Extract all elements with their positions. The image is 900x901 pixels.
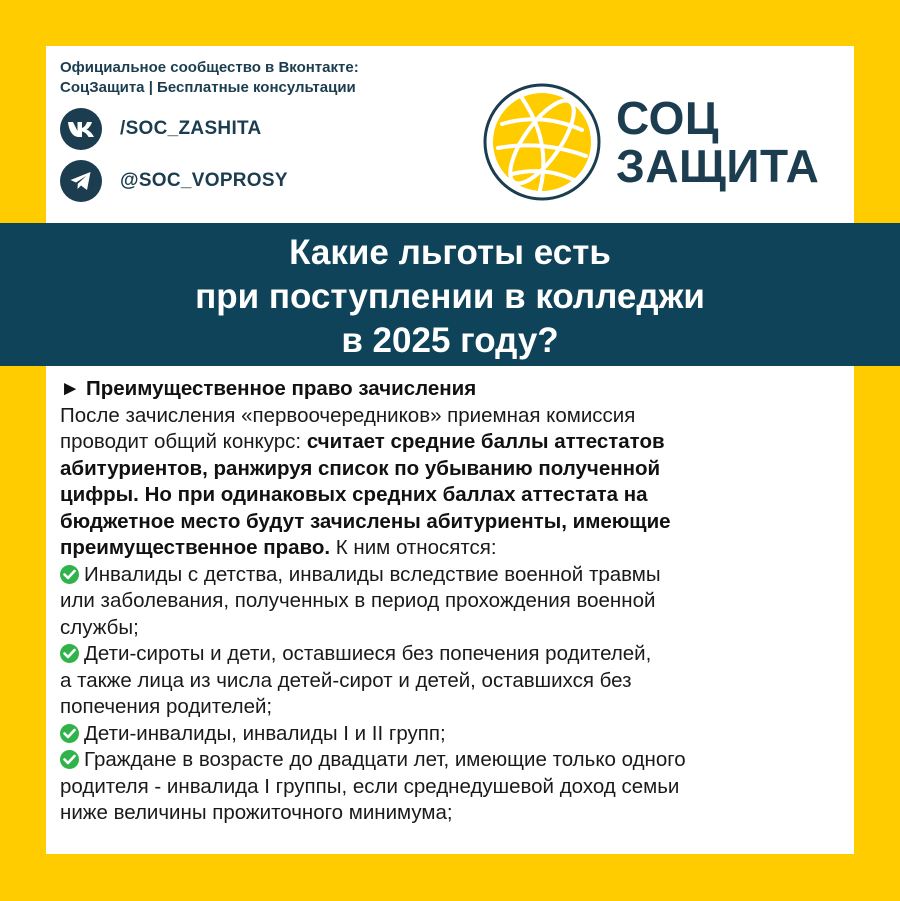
check-icon xyxy=(60,565,79,584)
globe-logo-icon xyxy=(482,82,602,202)
title-line-1: Какие льготы есть xyxy=(289,233,611,272)
list-item: Дети-инвалиды, инвалиды I и II групп; xyxy=(60,721,850,748)
brand-name-line-1: СОЦ xyxy=(616,92,719,144)
paragraph-line: После зачисления «первоочередников» приемная комиссия xyxy=(60,403,636,427)
telegram-handle: @SOC_VOPROSY xyxy=(120,170,288,191)
list-item: Инвалиды с детства, инвалиды вследствие военной травмы xyxy=(60,562,850,589)
header xyxy=(46,46,854,224)
check-icon xyxy=(60,644,79,663)
brand-name xyxy=(616,94,819,190)
community-line-2: СоцЗащита | Бесплатные консультации xyxy=(60,79,356,96)
title-banner xyxy=(0,223,900,366)
vk-link[interactable] xyxy=(60,108,262,150)
telegram-link[interactable] xyxy=(60,160,288,202)
check-icon xyxy=(60,724,79,743)
paragraph-line: преимущественное право. К ним относятся: xyxy=(60,536,497,559)
community-line-1: Официальное сообщество в Вконтакте: xyxy=(60,59,359,76)
list-item: Граждане в возрасте до двадцати лет, имеющие только одного xyxy=(60,747,850,774)
telegram-icon xyxy=(60,160,102,202)
title-line-3: в 2025 году? xyxy=(341,321,559,360)
article-body xyxy=(60,376,850,827)
paragraph-line: проводит общий конкурс: считает средние баллы аттестатов xyxy=(60,430,665,453)
title-line-2: при поступлении в колледжи xyxy=(195,277,705,316)
list-item-continuation: попечения родителей; xyxy=(60,695,273,718)
paragraph-line: цифры. Но при одинаковых средних баллах аттестата на xyxy=(60,483,648,506)
list-item-continuation: службы; xyxy=(60,615,139,639)
vk-icon xyxy=(60,108,102,150)
paragraph-line: бюджетное место будут зачислены абитуриенты, имеющие xyxy=(60,509,671,533)
list-item-continuation: или заболевания, полученных в период прохождения военной xyxy=(60,589,656,612)
community-info xyxy=(60,58,359,98)
vk-handle: /SOC_ZASHITA xyxy=(120,118,262,139)
brand-logo xyxy=(482,82,819,202)
list-item-continuation: ниже величины прожиточного минимума; xyxy=(60,801,453,824)
list-item-continuation: а также лица из числа детей-сирот и детей, оставшихся без xyxy=(60,668,632,692)
list-item: Дети-сироты и дети, оставшиеся без попечения родителей, xyxy=(60,641,850,668)
check-icon xyxy=(60,750,79,769)
brand-name-line-2: ЗАЩИТА xyxy=(616,140,820,192)
section-heading: ► Преимущественное право зачисления xyxy=(60,377,477,400)
list-item-continuation: родителя - инвалида I группы, если среднедушевой доход семьи xyxy=(60,774,680,798)
paragraph-line: абитуриентов, ранжируя список по убыванию полученной xyxy=(60,456,661,480)
